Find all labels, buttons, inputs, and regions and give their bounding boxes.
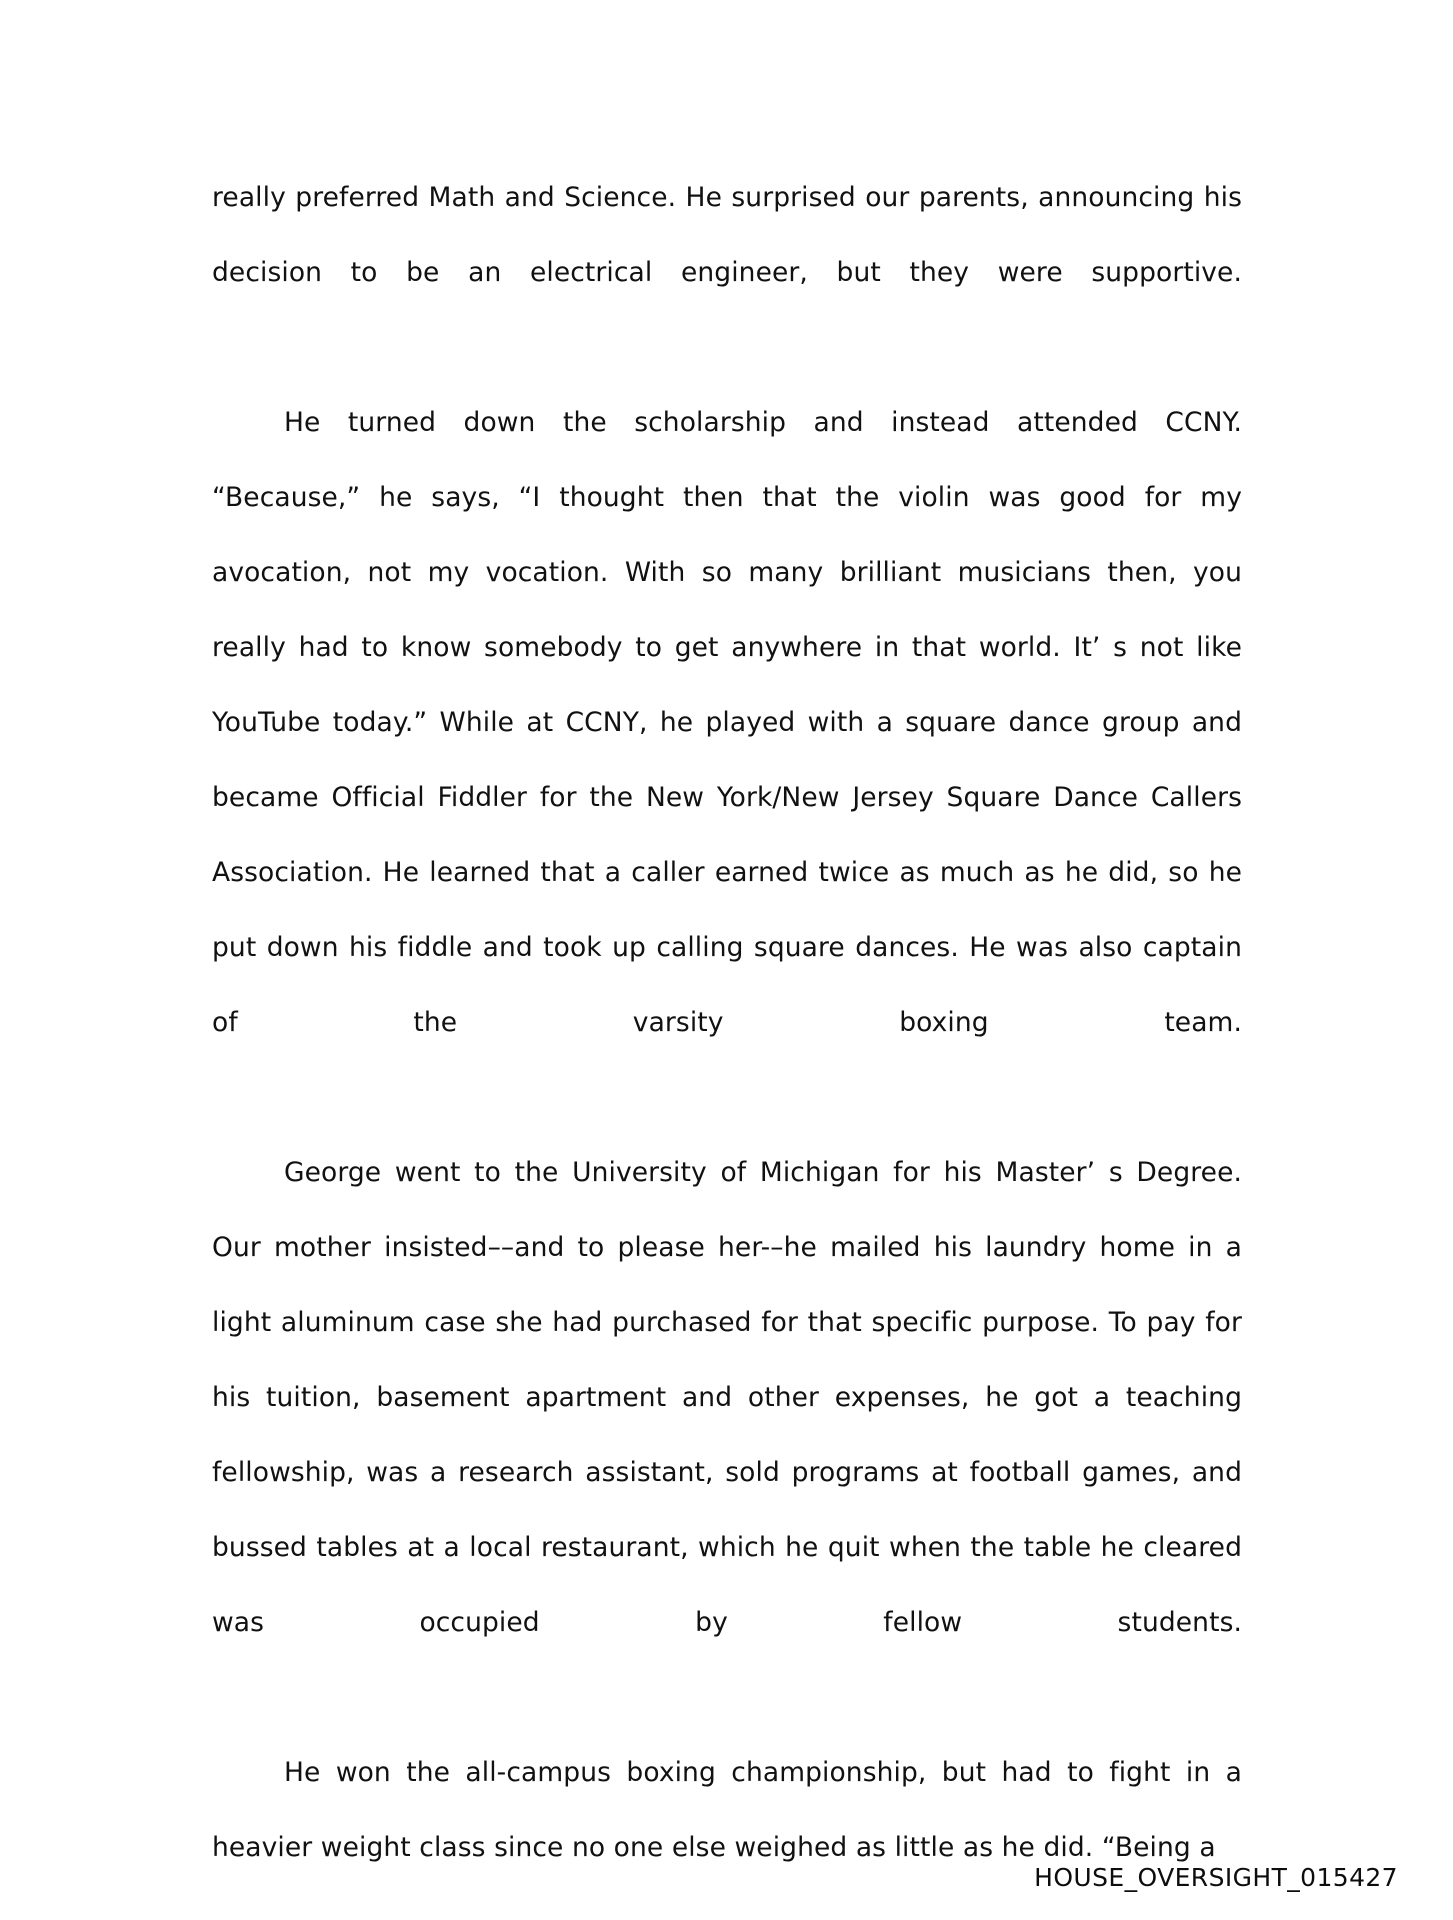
document-body (212, 160, 1242, 1885)
paragraph-1: really preferred Math and Science. He surprised our parents, announcing his decision to be an electrical engineer, but they were supportive. (212, 182, 1242, 288)
bates-stamp: HOUSE_OVERSIGHT_015427 (1034, 1863, 1398, 1892)
paragraph-2: He turned down the scholarship and instead attended CCNY. “Because,” he says, “I thought then that the violin was good for my avocation, not my vocation. With so many brilliant musicians then, you really had to know somebody to get anywhere in that world. It’ s not like YouTube today.” While at CCNY, he played with a square dance group and became Official Fiddler for the New York/New Jersey Square Dance Callers Association. He learned that a caller earned twice as much as he did, so he put down his fiddle and took up calling square dances. He was also captain of the varsity boxing team. (212, 407, 1242, 1038)
paragraph-4: He won the all-campus boxing championship, but had to fight in a heavier weight class since no one else weighed as little as he did. “Being a (212, 1757, 1242, 1863)
paragraph-3: George went to the University of Michigan for his Master’ s Degree. Our mother insisted––and to please her-–he mailed his laundry home in a light aluminum case she had purchased for that specific purpose. To pay for his tuition, basement apartment and other expenses, he got a teaching fellowship, was a research assistant, sold programs at football games, and bussed tables at a local restaurant, which he quit when the table he cleared was occupied by fellow students. (212, 1157, 1242, 1638)
